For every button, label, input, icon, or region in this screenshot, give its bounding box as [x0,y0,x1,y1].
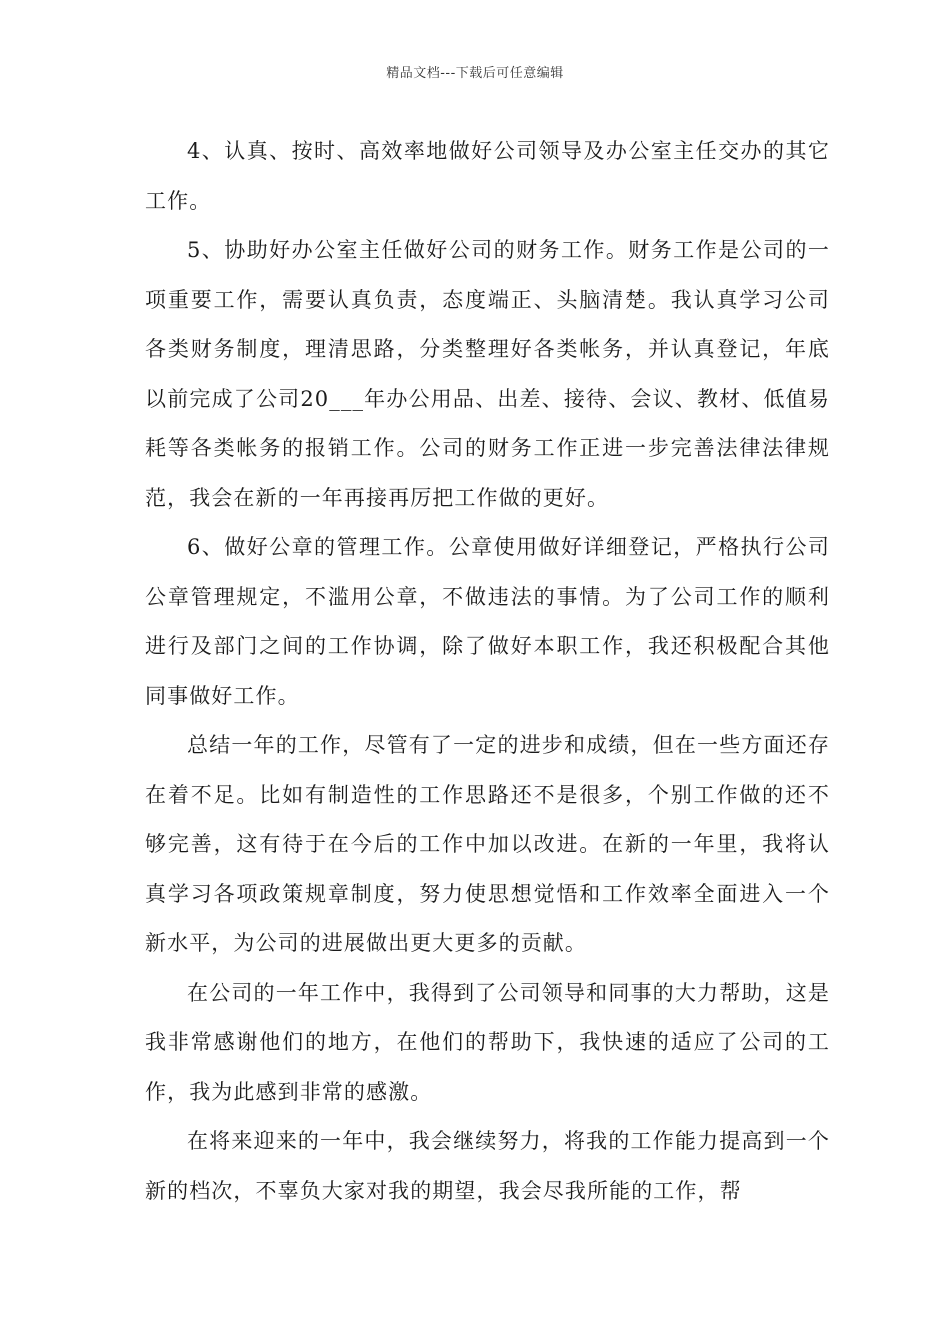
paragraph-thanks: 在公司的一年工作中，我得到了公司领导和同事的大力帮助，这是我非常感谢他们的地方，在他们的帮助下，我快速的适应了公司的工作，我为此感到非常的感激。 [145,980,830,1104]
document-body [145,127,830,1216]
paragraph-item-5: 5、协助好办公室主任做好公司的财务工作。财务工作是公司的一项重要工作，需要认真负责，态度端正、头脑清楚。我认真学习公司各类财务制度，理清思路，分类整理好各类帐务，并认真登记，年底以前完成了公司20___年办公用品、出差、接待、会议、教材、低值易耗等各类帐务的报销工作。公司的财务工作正进一步完善法律法律规范，我会在新的一年再接再厉把工作做的更好。 [145,238,830,510]
paragraph-item-4: 4、认真、按时、高效率地做好公司领导及办公室主任交办的其它工作。 [145,139,830,213]
paragraph-outlook: 在将来迎来的一年中，我会继续努力，将我的工作能力提高到一个新的档次，不辜负大家对我的期望，我会尽我所能的工作，帮 [145,1129,830,1203]
page-header: 精品文档---下载后可任意编辑 [386,66,564,81]
paragraph-summary: 总结一年的工作，尽管有了一定的进步和成绩，但在一些方面还存在着不足。比如有制造性的工作思路还不是很多，个别工作做的还不够完善，这有待于在今后的工作中加以改进。在新的一年里，我将认真学习各项政策规章制度，努力使思想觉悟和工作效率全面进入一个新水平，为公司的进展做出更大更多的贡献。 [145,733,830,955]
paragraph-item-6: 6、做好公章的管理工作。公章使用做好详细登记，严格执行公司公章管理规定，不滥用公章，不做违法的事情。为了公司工作的顺利进行及部门之间的工作协调，除了做好本职工作，我还积极配合其他同事做好工作。 [145,535,830,708]
